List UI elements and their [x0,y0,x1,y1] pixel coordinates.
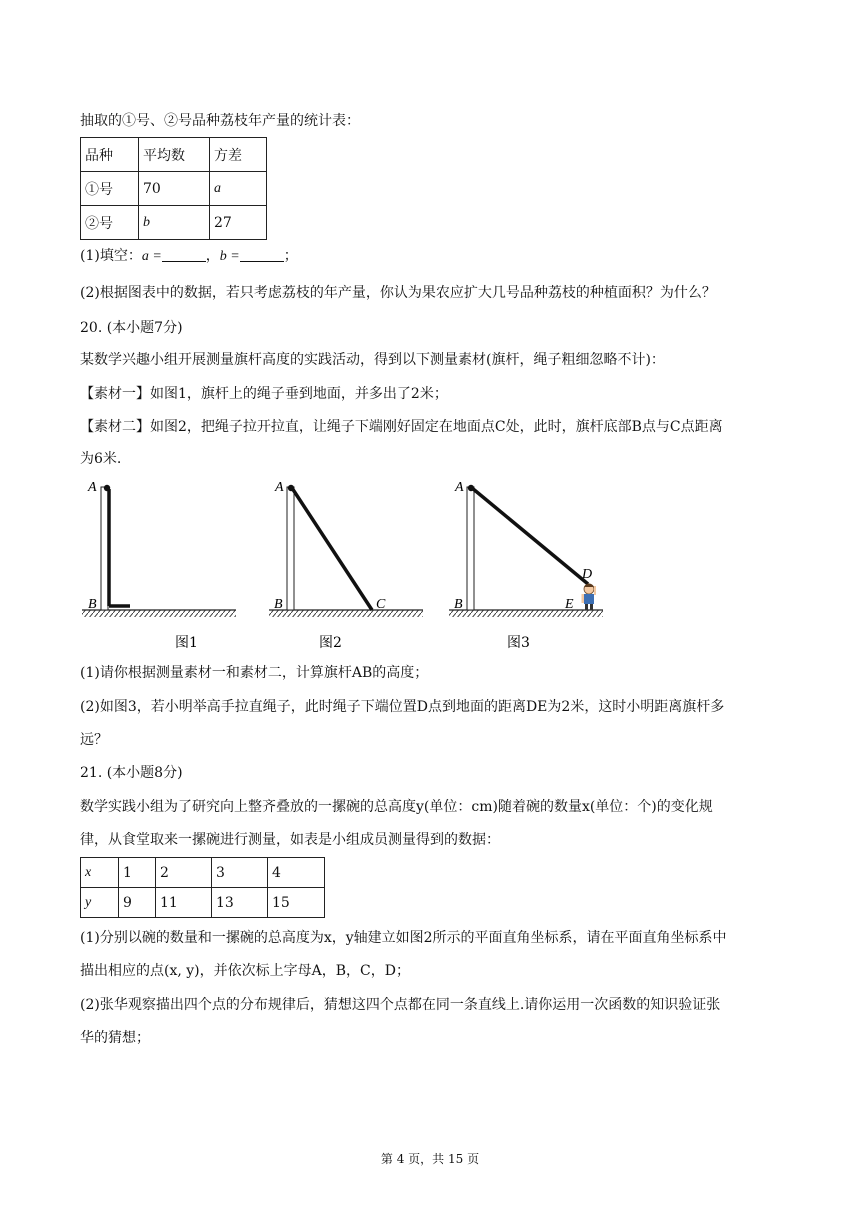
label-e: E [565,597,574,612]
point-a-dot [104,485,110,491]
fig1-caption: 图1 [175,635,198,651]
answer-blank[interactable] [162,247,206,262]
q20-material1: 【素材一】如图1，旗杆上的绳子垂到地面，并多出了2米； [80,386,448,402]
q21-part2-line2: 华的猜想； [80,1030,150,1046]
table-intro: 抽取的①号、②号品种荔枝年产量的统计表： [80,113,360,129]
table-row-label: y [81,888,119,918]
q20-part2-line1: (2)如图3，若小明举高手拉直绳子，此时绳子下端位置D点到地面的距离DE为2米，这时小明距离旗杆多 [80,699,725,715]
table-cell: 1 [119,858,156,888]
fig2-caption: 图2 [319,635,342,651]
rope [472,488,588,584]
q21-part1-line1: (1)分别以碗的数量和一摞碗的总高度为x，y轴建立如图2所示的平面直角坐标系，请在平面直角坐标系中 [80,930,727,946]
table-cell: ②号 [81,206,139,240]
label-c: C [376,597,386,612]
table-cell: 9 [119,888,156,918]
label-a: A [455,480,464,495]
a-label: a = [141,249,162,264]
table-cell: ①号 [81,172,139,206]
q20-part1: (1)请你根据测量素材一和素材二，计算旗杆AB的高度； [80,665,429,681]
table-row-label: x [81,858,119,888]
table-cell: 2 [156,858,212,888]
q20-material2-line2: 为6米. [80,451,122,467]
q21-intro-line1: 数学实践小组为了研究向上整齐叠放的一摞碗的总高度y(单位：cm)随着碗的数量x(单位：个)的变化规 [80,799,713,815]
table-cell: 4 [268,858,325,888]
q20-intro: 某数学兴趣小组开展测量旗杆高度的实践活动，得到以下测量素材(旗杆，绳子粗细忽略不计)： [80,352,665,368]
flagpole [467,487,474,610]
ground-hatch [449,610,603,617]
table-header-cell: 方差 [210,138,267,172]
figure-2 [266,475,426,653]
q21-part2-line1: (2)张华观察描出四个点的分布规律后，猜想这四个点都在同一条直线上.请你运用一次函数的知识验证张 [80,997,721,1013]
table-cell: 70 [139,172,210,206]
table-cell: 13 [212,888,268,918]
table-cell: 15 [268,888,325,918]
table-cell: b [139,206,210,240]
ground-hatch [269,610,423,617]
q21-intro-line2: 律，从食堂取来一摞碗进行测量，如表是小组成员测量得到的数据： [80,832,500,848]
q20-material2-line1: 【素材二】如图2，把绳子拉开拉直，让绳子下端刚好固定在地面点C处，此时，旗杆底部B点与C点距离 [80,419,723,435]
part1-prefix: (1)填空： [80,248,142,264]
q19-part1 [80,246,298,267]
flagpole [287,487,294,610]
q20-header: 20. (本小题7分) [80,320,183,336]
table-header-cell: 平均数 [139,138,210,172]
rope [292,488,372,610]
table-header-cell: 品种 [81,138,139,172]
answer-blank[interactable] [240,247,284,262]
label-a: A [88,480,97,495]
table-cell: 11 [156,888,212,918]
b-label: b = [219,249,240,264]
part1-end: ； [283,248,298,264]
label-d: D [582,567,593,582]
fig3-caption: 图3 [507,635,530,651]
xiaoming-figure [582,584,597,611]
q21-part1-line2: 描出相应的点(x, y)，并依次标上字母A，B，C，D； [80,963,410,979]
bowl-height-table [80,857,325,918]
label-a: A [275,480,284,495]
q19-part2: (2)根据图表中的数据，若只考虑荔枝的年产量，你认为果农应扩大几号品种荔枝的种植面积？为什么？ [80,285,716,301]
point-a-dot [288,485,294,491]
variety-stats-table [80,137,267,240]
q21-header: 21. (本小题8分) [80,765,183,781]
table-cell: 27 [210,206,267,240]
q20-part2-line2: 远？ [80,732,108,748]
label-b: B [454,597,463,612]
ground-hatch [82,610,236,617]
figure-3 [446,475,606,653]
table-cell: 3 [212,858,268,888]
separator: ， [205,248,220,264]
page-footer: 第 4 页，共 15 页 [380,1152,480,1166]
flagpole [101,487,108,610]
figure-1 [78,475,240,653]
point-a-dot [468,485,474,491]
label-b: B [274,597,283,612]
label-b: B [88,597,97,612]
table-cell: a [210,172,267,206]
